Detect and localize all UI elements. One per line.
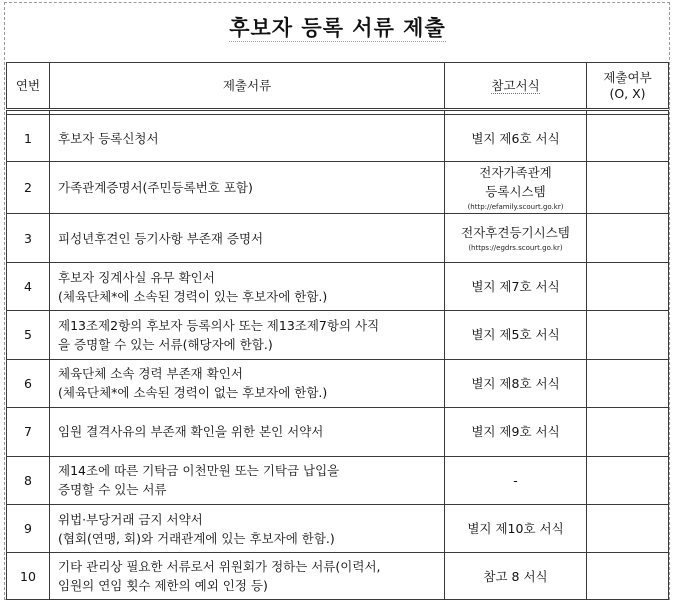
reference-line-1: 별지 제10호 서식 — [467, 521, 564, 537]
table-body — [7, 115, 669, 600]
row-number: 10 — [7, 553, 50, 600]
document-name — [50, 311, 445, 359]
reference-line-1: 별지 제5호 서식 — [471, 327, 560, 343]
document-line-1: 후보자 등록신청서 — [58, 130, 159, 146]
row-number: 8 — [7, 456, 50, 504]
document-line-2: 증명할 수 있는 서류 — [58, 482, 167, 498]
submitted-cell[interactable] — [587, 115, 669, 161]
table-row — [7, 161, 669, 213]
table-row — [7, 262, 669, 310]
reference-line-1: 별지 제7호 서식 — [471, 279, 560, 295]
document-line-1: 가족관계증명서(주민등록번호 포함) — [58, 180, 253, 196]
document-line-1: 체육단체 소속 경력 부존재 확인서 — [58, 366, 243, 382]
table-row — [7, 311, 669, 359]
row-number: 7 — [7, 408, 50, 456]
submitted-cell[interactable] — [587, 161, 669, 213]
document-line-2: 임원의 연임 횟수 제한의 예외 인정 등) — [58, 578, 268, 594]
table-row — [7, 456, 669, 504]
reference-form — [445, 456, 587, 504]
header-reference: 참고서식 — [445, 63, 587, 110]
table-header-row — [7, 63, 669, 110]
reference-form — [445, 505, 587, 553]
document-line-1: 제14조에 따른 기탁금 이천만원 또는 기탁금 납입을 — [58, 463, 340, 479]
reference-line-1: 별지 제8호 서식 — [471, 375, 560, 391]
document-name — [50, 359, 445, 407]
reference-form — [445, 115, 587, 161]
submitted-cell[interactable] — [587, 311, 669, 359]
table-row — [7, 115, 669, 161]
document-name — [50, 115, 445, 161]
row-number: 9 — [7, 505, 50, 553]
row-number: 6 — [7, 359, 50, 407]
document-line-1: 기타 관리상 필요한 서류로서 위원회가 정하는 서류(이력서, — [58, 559, 381, 575]
reference-line-1: 전자가족관계 — [479, 165, 552, 181]
header-submitted: 제출여부 (O, X) — [587, 63, 669, 110]
row-number: 1 — [7, 115, 50, 161]
document-line-1: 제13조제2항의 후보자 등록의사 또는 제13조제7항의 사직 — [58, 317, 380, 333]
document-name — [50, 553, 445, 600]
document-name — [50, 456, 445, 504]
row-number: 2 — [7, 161, 50, 213]
table-row — [7, 359, 669, 407]
submitted-cell[interactable] — [587, 262, 669, 310]
submitted-cell[interactable] — [587, 214, 669, 262]
submitted-cell[interactable] — [587, 553, 669, 600]
reference-line-1: 별지 제9호 서식 — [471, 424, 560, 440]
document-line-1: 위법·부당거래 금지 서약서 — [58, 511, 203, 527]
reference-line-1: 별지 제6호 서식 — [471, 130, 560, 146]
row-number: 4 — [7, 262, 50, 310]
table-row — [7, 505, 669, 553]
submitted-cell[interactable] — [587, 359, 669, 407]
reference-line-1: 전자후견등기시스템 — [461, 225, 570, 241]
header-document: 제출서류 — [50, 63, 445, 110]
reference-form — [445, 553, 587, 600]
reference-url[interactable]: (https://egdrs.scourt.go.kr) — [468, 244, 563, 253]
reference-line-1: - — [513, 472, 518, 488]
submitted-cell[interactable] — [587, 505, 669, 553]
document-line-2: 을 증명할 수 있는 서류(해당자에 한함.) — [58, 336, 273, 352]
row-number: 5 — [7, 311, 50, 359]
submitted-cell[interactable] — [587, 456, 669, 504]
submitted-cell[interactable] — [587, 408, 669, 456]
document-name — [50, 214, 445, 262]
reference-form — [445, 408, 587, 456]
reference-form — [445, 311, 587, 359]
table-row — [7, 214, 669, 262]
document-line-2: (체육단체*에 소속된 경력이 있는 후보자에 한함.) — [58, 288, 328, 304]
document-name — [50, 262, 445, 310]
document-line-1: 피성년후견인 등기사항 부존재 증명서 — [58, 230, 264, 246]
reference-line-2: 등록시스템 — [485, 184, 546, 200]
reference-form — [445, 359, 587, 407]
header-no: 연번 — [7, 63, 50, 110]
document-name — [50, 505, 445, 553]
table-row — [7, 553, 669, 600]
reference-url[interactable]: (http://efamily.scourt.go.kr) — [467, 203, 564, 212]
document-name — [50, 408, 445, 456]
document-line-2: (협회(연맹, 회)와 거래관계에 있는 후보자에 한함.) — [58, 530, 335, 546]
document-name — [50, 161, 445, 213]
reference-form — [445, 214, 587, 262]
document-line-1: 임원 결격사유의 부존재 확인을 위한 본인 서약서 — [58, 424, 324, 440]
reference-form — [445, 161, 587, 213]
row-number: 3 — [7, 214, 50, 262]
document-line-1: 후보자 징계사실 유무 확인서 — [58, 269, 215, 285]
document-line-2: (체육단체*에 소속된 경력이 없는 후보자에 한함.) — [58, 385, 328, 401]
page-title: 후보자 등록 서류 제출 — [229, 15, 446, 40]
table-row — [7, 408, 669, 456]
reference-form — [445, 262, 587, 310]
submission-table — [6, 62, 669, 600]
reference-line-1: 참고 8 서식 — [483, 568, 548, 584]
